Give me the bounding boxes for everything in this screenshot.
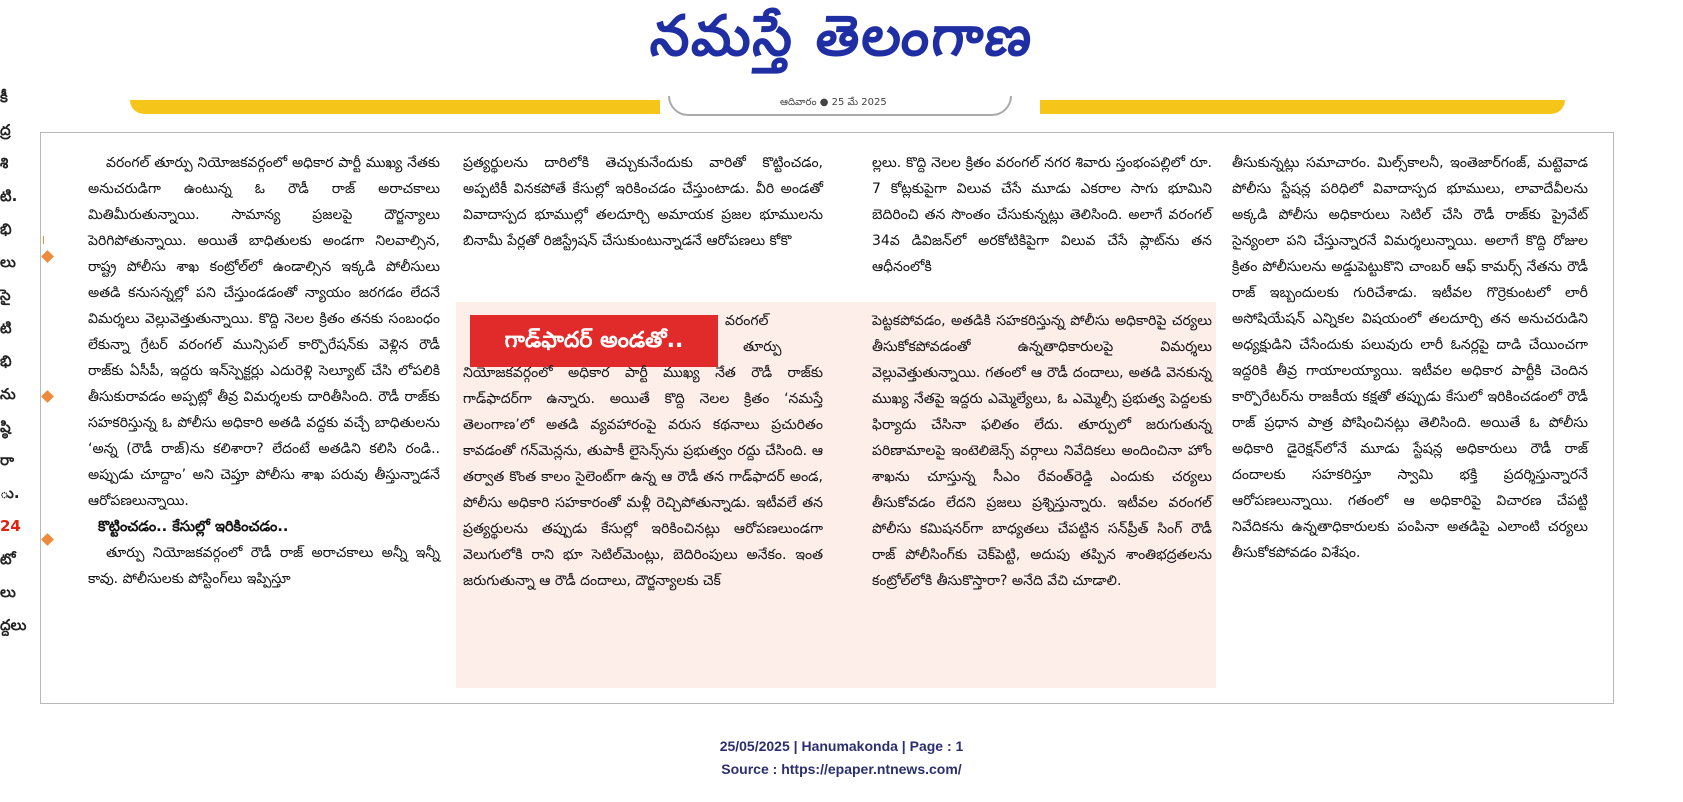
adjacent-article-strip [0, 80, 27, 720]
adjacent-article-fragment: కీ [0, 88, 8, 106]
adjacent-article-fragment: ద్ర [0, 121, 11, 139]
masthead-ribbon [668, 96, 1012, 116]
sidebar-box-lead: తూర్పు [743, 339, 782, 355]
adjacent-article-fragment: ను [0, 385, 16, 403]
article-paragraph: తూర్పు నియోజకవర్గంలో రౌడీ రాజ్ అరాచకాలు అన్నీ ఇన్నీ కావు. పోలీసులకు పోస్టింగ్‌లు ఇప్పిస్తూ [88, 545, 440, 587]
sidebar-box-text: పెట్టకపోవడం, అతడికి సహకరిస్తున్న పోలీసు అధికారిపై చర్యలు తీసుకోకపోవడంతో ఉన్నతాధికారులపై విమర్శలు వెల్లువెత్తుతున్నాయి. గతంలో ఆ రౌడీ దందాలు, అతడి వెనకున్న ముఖ్య నేతపై ఇద్దరు ఎమ్మెల్యేలు, ఓ ఎమ్మెల్సీ ప్రభుత్వ పెద్దలకు ఫిర్యాదు చేసినా ఫలితం లేదు. తూర్పులో జరుగుతున్న పరిణామాలపై ఇంటెలిజెన్స్ వర్గాలు నివేదికలు అందించినా హోం శాఖను చూస్తున్న సీఎం రేవంత్‌రెడ్డి ఎందుకు చర్యలు తీసుకోవడం లేదని ప్రజలు ప్రశ్నిస్తున్నారు. ఇటీవల వరంగల్ పోలీసు కమిషనర్‌గా బాధ్యతలు చేపట్టిన సన్‌ప్రీత్ సింగ్ రౌడీ రాజ్ పోలీసింగ్‌కు చెక్‌పెట్టి, అదుపు తప్పిన శాంతిభద్రతలను కంట్రోల్‌లోకి తీసుకొస్తారా? అనేది వేచి చూడాలి. [872, 313, 1212, 589]
sidebar-box-lead: వరంగల్ [725, 313, 769, 329]
sidebar-box-column-a [463, 308, 823, 594]
masthead-ribbon-text: ఆదివారం ● 25 మే 2025 [780, 97, 887, 108]
footer-date-line: 25/05/2025 | Hanumakonda | Page : 1 [719, 738, 964, 754]
adjacent-article-fragment: లు [0, 583, 16, 601]
adjacent-article-fragment: టో [0, 550, 16, 568]
article-paragraph: వరంగల్ తూర్పు నియోజకవర్గంలో అధికార పార్టీ ముఖ్య నేతకు అనుచరుడిగా ఉంటున్న ఓ రౌడీ రాజ్ అరాచకాలు మితిమీరుతున్నాయి. సామాన్య ప్రజలపై దౌర్జన్యాలు పెరిగిపోతున్నాయి. అయితే బాధితులకు అండగా నిలవాల్సిన, రాష్ట్ర పోలీసు శాఖ కంట్రోల్‌లో ఉండాల్సిన ఇక్కడి పోలీసులు అతడి కనుసన్నల్లో పని చేస్తుండడంతో న్యాయం జరగడం లేదనే విమర్శలు వెల్లువెత్తుతున్నాయి. కొద్ది నెలల క్రితం తనకు సంబంధం లేకున్నా గ్రేటర్ వరంగల్ మున్సిపల్ కార్పొరేషన్‌కు వెళ్లిన రౌడీ రాజ్‌కు ఏసీపీ, ఇద్దరు ఇన్‌స్పెక్టర్లు ఎదురెళ్లి సెల్యూట్ చేసి లోపలికి తీసుకురావడం అప్పట్లో తీవ్ర విమర్శలకు దారితీసింది. రౌడీ రాజ్‌కు సహకరిస్తున్న ఓ పోలీసు అధికారి అతడి వద్దకు వచ్చే బాధితులను ‘అన్న (రౌడీ రాజ్)ను కలిశారా? లేదంటే అతడిని కలిసి రండి.. అప్పుడు చూద్దాం’ అని చెప్తూ పోలీసు శాఖ పరువు తీస్తున్నాడనే ఆరోపణలున్నాయి. [88, 155, 440, 509]
sidebar-box-column-b [872, 308, 1212, 594]
adjacent-article-fragment: ష్ఠి [0, 418, 11, 436]
article-column-1 [88, 150, 440, 592]
article-paragraph: ల్లలు. కొద్ది నెలల క్రితం వరంగల్ నగర శివారు స్తంభంపల్లిలో రూ. 7 కోట్లకుపైగా విలువ చేసే మూడు ఎకరాల సాగు భూమిని బెదిరించి తన సొంతం చేసుకున్నట్లు తెలిసింది. అలాగే వరంగల్ 34వ డివిజన్‌లో అరకోటికిపైగా విలువ చేసే ప్లాట్‌ను తన ఆధీనంలోకి [872, 155, 1212, 275]
sidebar-box-text: నియోజకవర్గంలో అధికార పార్టీ ముఖ్య నేత రౌడీ రాజ్‌కు గాడ్‌ఫాదర్‌గా ఉన్నారు. అయితే కొద్ది నెలల క్రితం ‘నమస్తే తెలంగాణ’లో అతడి వ్యవహారంపై వరుస కథనాలు ప్రచురితం కావడంతో గన్‌మెన్లను, తుపాకీ లైసెన్స్‌ను ప్రభుత్వం రద్దు చేసింది. ఆ తర్వాత కొంత కాలం సైలెంట్‌గా ఉన్న ఆ రౌడీ తన గాడ్‌ఫాదర్ అండ, పోలీసు అధికారి సహకారంతో మళ్లీ రెచ్చిపోతున్నాడు. ఇటీవలే తన ప్రత్యర్థులను తప్పుడు కేసుల్లో ఇరికించినట్లు ఆరోపణలుండగా వెలుగులోకి రాని భూ సెటిల్‌మెంట్లు, బెదిరింపులు అనేకం. ఇంత జరుగుతున్నా ఆ రౌడీ దందాలు, దౌర్జన్యాలకు చెక్ [463, 365, 823, 589]
article-column-3 [872, 150, 1212, 280]
adjacent-article-fragment: లు [0, 253, 16, 271]
adjacent-article-fragment: ు. [0, 484, 20, 502]
adjacent-article-fragment: భి [0, 352, 12, 370]
article-column-4 [1232, 150, 1588, 566]
adjacent-article-fragment: శి [0, 154, 9, 172]
article-subhead: కొట్టించడం.. కేసుల్లో ఇరికించడం.. [98, 519, 289, 535]
adjacent-article-fragment: భి [0, 220, 12, 238]
adjacent-article-fragment: 24 [0, 517, 21, 535]
masthead-band-right [1040, 100, 1565, 114]
masthead [0, 0, 1683, 112]
adjacent-article-fragment: టి [0, 319, 12, 337]
article-column-2 [463, 150, 823, 254]
article-paragraph: ప్రత్యర్థులను దారిలోకి తెచ్చుకునేందుకు వారితో కొట్టించడం, అప్పటికీ వినకపోతే కేసుల్లో ఇరికించడం చేస్తుంటాడు. వీరి అండతో వివాదాస్పద భూముల్లో తలదూర్చి అమాయక ప్రజల భూములను బినామీ పేర్లతో రిజిస్ట్రేషన్ చేసుకుంటున్నాడనే ఆరోపణలు కోకొ [463, 155, 823, 249]
sidebar-box-heading: గాడ్‌ఫాదర్ అండతో.. [470, 315, 718, 367]
masthead-band-left [130, 100, 660, 114]
article-paragraph: తీసుకున్నట్లు సమాచారం. మిల్స్‌కాలనీ, ఇంతెజార్‌గంజ్, మట్టెవాడ పోలీసు స్టేషన్ల పరిధిలో వివాదాస్పద భూములు, లావాదేవీలను అక్కడి పోలీసు అధికారులు సెటిల్ చేసి రౌడీ రాజ్‌కు ప్రైవేట్ సైన్యంలా పని చేస్తున్నారనే విమర్శలున్నాయి. అలాగే కొద్ది రోజుల క్రితం పోలీసులను అడ్డుపెట్టుకొని చాంబర్ ఆఫ్ కామర్స్ నేతను రౌడీ రాజ్ ఇబ్బందులకు గురిచేశాడు. ఇటీవల గొర్రెకుంటలో లారీ అసోషియేషన్ ఎన్నికల విషయంలో తలదూర్చి తన అనుచరుడిని అధ్యక్షుడిని చేసేందుకు పలువురు లారీ ఓనర్లపై దాడి చేయించగా ఇద్దరికి తీవ్ర గాయాలయ్యాయి. ఇటీవల అధికార పార్టీకి చెందిన కార్పొరేటర్‌ను రాజకీయ కక్షతో తప్పుడు కేసులో ఇరికించడంలో రౌడీ రాజ్ ప్రధాన పాత్ర పోషించినట్లు తెలిసింది. అయితే ఓ పోలీసు అధికారి డైరెక్షన్‌లోనే మూడు స్టేషన్ల అధికారులు రౌడీ రాజ్ దందాలకు సహకరిస్తూ స్వామి భక్తి ప్రదర్శిస్తున్నారనే ఆరోపణలున్నాయి. గతంలో ఆ అధికారిపై విచారణ చేపట్టి నివేదికను ఉన్నతాధికారులకు పంపినా అతడిపై ఎలాంటి చర్యలు తీసుకోకపోవడం విశేషం. [1232, 155, 1588, 561]
adjacent-article-fragment: సై [0, 286, 11, 304]
footer-source-line[interactable]: Source : https://epaper.ntnews.com/ [721, 761, 962, 777]
adjacent-article-fragment: రా [0, 451, 15, 469]
adjacent-article-fragment: టి. [0, 187, 18, 205]
newspaper-logo: నమస్తే తెలంగాణ [647, 4, 1038, 69]
adjacent-article-fragment: ద్దలు [0, 616, 27, 634]
